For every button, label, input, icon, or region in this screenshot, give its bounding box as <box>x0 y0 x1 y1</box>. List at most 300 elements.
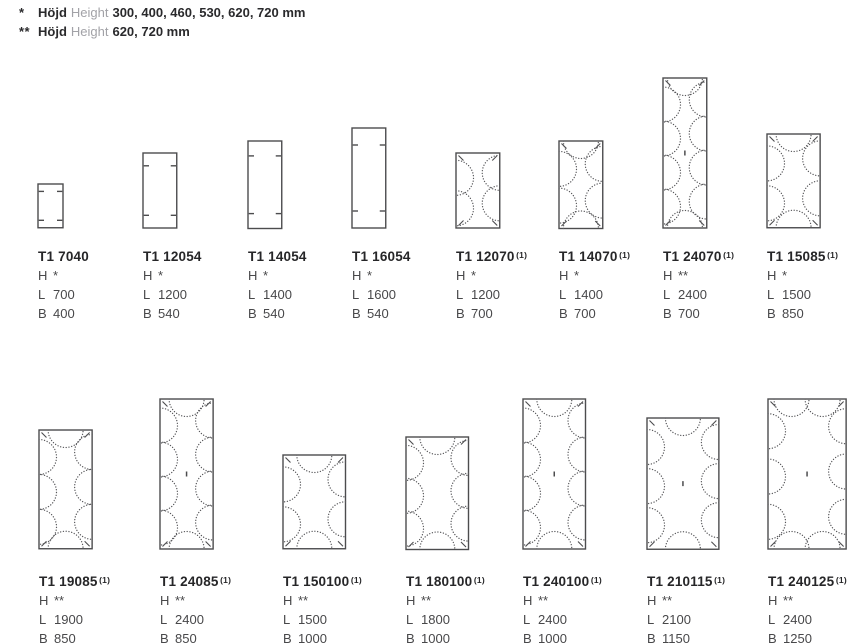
corner-tick <box>461 542 466 547</box>
corner-tick <box>711 541 716 546</box>
chair-arc <box>456 191 474 226</box>
product-diagram <box>37 428 94 551</box>
note-text <box>38 4 305 23</box>
chair-arc <box>829 499 846 534</box>
corner-tick <box>409 439 414 444</box>
dim-row-width <box>523 629 625 644</box>
dim-row-width <box>160 629 262 644</box>
chair-arc <box>406 478 424 513</box>
corner-tick <box>769 137 774 142</box>
dim-letter: H <box>647 593 657 608</box>
product-diagram <box>557 139 605 231</box>
dim-letter: B <box>39 631 48 644</box>
dim-row-length <box>143 285 245 304</box>
chair-arc <box>48 430 83 447</box>
chair-arc <box>328 502 346 537</box>
dim-letter: H <box>767 268 777 283</box>
chair-arc <box>482 186 500 221</box>
corner-tick <box>492 221 497 226</box>
product-label <box>663 247 765 323</box>
product-model <box>38 247 140 266</box>
footnote-marker: (1) <box>619 250 631 260</box>
product-model-text: T1 12070 <box>456 249 515 264</box>
product-diagram <box>766 397 848 551</box>
dim-letter: B <box>143 306 152 321</box>
dim-row-length <box>248 285 350 304</box>
chair-arc <box>196 437 213 472</box>
chair-arc <box>39 510 56 545</box>
chair-arc <box>523 408 541 443</box>
note-term-swedish: Höjd <box>38 23 67 39</box>
dim-value: 1000 <box>421 631 450 644</box>
product-label <box>647 572 749 644</box>
dim-value: 700 <box>471 306 493 321</box>
chair-arc <box>48 531 83 548</box>
dim-value: 1800 <box>421 612 450 627</box>
dim-letter: H <box>456 268 466 283</box>
dim-value: ** <box>54 593 65 608</box>
dim-value: 2400 <box>175 612 204 627</box>
chair-arc <box>75 470 92 505</box>
dim-letter: L <box>143 287 151 302</box>
product-label <box>768 572 857 644</box>
chair-arc <box>559 188 577 223</box>
chair-arc <box>451 473 469 508</box>
dim-value: 1200 <box>471 287 500 302</box>
table-outline <box>248 141 282 229</box>
table-outline <box>456 153 500 228</box>
product-diagram <box>645 416 721 551</box>
dim-letter: L <box>352 287 360 302</box>
chair-arc <box>568 403 586 438</box>
chair-arc <box>420 532 455 550</box>
chair-arc <box>768 504 785 539</box>
dim-value: 1000 <box>298 631 327 644</box>
dim-value: 1150 <box>662 631 690 644</box>
product-label <box>283 572 385 644</box>
chair-arc <box>169 531 204 548</box>
chair-arc <box>689 150 707 185</box>
chair-arc <box>451 506 468 541</box>
dim-value: ** <box>421 593 432 608</box>
product-model <box>663 247 765 266</box>
dim-value: 2400 <box>783 612 812 627</box>
footnote-marker: (1) <box>590 575 602 585</box>
dim-letter: H <box>283 593 293 608</box>
product-model <box>523 572 625 591</box>
dim-letter: H <box>248 268 258 283</box>
chair-arc <box>667 78 702 96</box>
corner-tick <box>338 542 343 547</box>
chair-arc <box>701 463 718 498</box>
dim-value: ** <box>662 593 673 608</box>
dim-letter: H <box>663 268 673 283</box>
dim-row-height <box>663 266 765 285</box>
dim-row-length <box>39 610 141 629</box>
dim-letter: B <box>559 306 568 321</box>
note-term-english: Height <box>70 23 109 39</box>
dim-row-length <box>283 610 385 629</box>
dim-value: 540 <box>158 306 180 321</box>
product-model <box>768 572 857 591</box>
corner-tick <box>813 220 818 225</box>
note-term-english: Height <box>70 5 109 20</box>
chair-arc <box>75 435 92 470</box>
dim-letter: L <box>559 287 567 302</box>
double-asterisk-symbol: ** <box>19 23 31 39</box>
chair-arc <box>537 532 572 550</box>
footnote-marker: (1) <box>220 575 232 585</box>
note-height-values: 300, 400, 460, 530, 620, 720 mm <box>112 5 306 20</box>
table-outline <box>143 153 177 228</box>
asterisk-symbol: * <box>19 5 25 20</box>
dim-row-width <box>143 304 245 323</box>
dim-letter: L <box>283 612 291 627</box>
chair-arc <box>768 414 785 449</box>
dim-row-width <box>768 629 857 644</box>
dim-value: * <box>263 268 269 283</box>
chair-arc <box>663 189 681 224</box>
dim-value: 1250 <box>783 631 812 644</box>
chair-arc <box>75 505 92 540</box>
dim-letter: B <box>767 306 776 321</box>
product-diagram <box>404 435 471 552</box>
dim-value: 1500 <box>782 287 811 302</box>
corner-tick <box>649 420 654 425</box>
chair-arc <box>701 502 718 537</box>
dim-row-width <box>559 304 661 323</box>
chair-arc <box>805 531 840 548</box>
dim-value: 2400 <box>678 287 707 302</box>
dim-row-length <box>768 610 857 629</box>
chair-arc <box>160 476 177 511</box>
dim-letter: B <box>283 631 292 644</box>
product-diagram <box>141 151 179 230</box>
dim-value: * <box>782 268 788 283</box>
product-diagram <box>350 126 388 230</box>
chair-arc <box>456 160 474 195</box>
dim-row-width <box>663 304 765 323</box>
dim-letter: L <box>767 287 775 302</box>
corner-tick <box>595 221 600 226</box>
product-model <box>352 247 454 266</box>
corner-tick <box>41 541 46 546</box>
dim-row-height <box>160 591 262 610</box>
dim-value: 850 <box>782 306 804 321</box>
dim-row-height <box>768 591 857 610</box>
footnote-marker: (1) <box>827 250 839 260</box>
corner-tick <box>85 541 90 546</box>
chair-arc <box>568 437 586 472</box>
height-notes <box>19 4 305 41</box>
corner-tick <box>286 458 291 463</box>
chair-arc <box>647 507 664 542</box>
dim-value: 2400 <box>538 612 567 627</box>
dim-row-width <box>352 304 454 323</box>
chair-arc <box>585 183 602 218</box>
dim-letter: L <box>248 287 256 302</box>
chair-arc <box>283 507 301 542</box>
chair-arc <box>568 505 586 540</box>
product-label <box>143 247 245 323</box>
dim-letter: B <box>248 306 257 321</box>
chair-arc <box>663 87 681 122</box>
chair-arc <box>701 424 718 459</box>
dim-value: 1200 <box>158 287 187 302</box>
chair-arc <box>406 445 424 480</box>
dim-row-width <box>767 304 857 323</box>
chair-arc <box>665 531 700 548</box>
table-outline <box>39 430 92 549</box>
chair-arc <box>767 146 784 181</box>
dim-value: 540 <box>263 306 285 321</box>
corner-tick <box>459 156 464 161</box>
corner-tick <box>578 542 583 547</box>
dim-letter: B <box>523 631 532 644</box>
product-model-text: T1 19085 <box>39 574 98 589</box>
dim-value: ** <box>298 593 309 608</box>
dim-row-length <box>38 285 140 304</box>
chair-arc <box>585 146 603 181</box>
table-outline <box>406 437 469 550</box>
product-model-text: T1 12054 <box>143 249 202 264</box>
chair-arc <box>196 471 213 506</box>
dim-value: 540 <box>367 306 389 321</box>
dim-letter: B <box>768 631 777 644</box>
dim-row-height <box>283 591 385 610</box>
dim-value: 700 <box>53 287 75 302</box>
dim-letter: H <box>160 593 170 608</box>
product-model-text: T1 15085 <box>767 249 826 264</box>
chair-arc <box>160 510 177 545</box>
chair-arc <box>39 440 56 475</box>
product-model-text: T1 16054 <box>352 249 411 264</box>
dim-letter: H <box>39 593 49 608</box>
corner-tick <box>699 221 704 226</box>
dim-letter: H <box>559 268 569 283</box>
product-model-text: T1 240125 <box>768 574 835 589</box>
chair-arc <box>523 476 541 511</box>
product-diagram <box>454 151 502 230</box>
dim-row-length <box>663 285 765 304</box>
product-diagram <box>36 182 65 230</box>
dim-letter: B <box>647 631 656 644</box>
dim-letter: B <box>38 306 47 321</box>
chair-arc <box>665 418 700 435</box>
product-model <box>647 572 749 591</box>
dim-letter: L <box>38 287 46 302</box>
chair-arc <box>482 155 499 190</box>
product-model-text: T1 14054 <box>248 249 307 264</box>
product-label <box>39 572 141 644</box>
dim-row-height <box>38 266 140 285</box>
chair-arc <box>523 510 541 545</box>
dim-value: * <box>574 268 580 283</box>
product-model-text: T1 24085 <box>160 574 219 589</box>
dim-row-height <box>352 266 454 285</box>
product-diagram <box>521 397 588 551</box>
dim-row-height <box>523 591 625 610</box>
product-model <box>143 247 245 266</box>
dim-row-width <box>283 629 385 644</box>
chair-arc <box>689 82 707 117</box>
chair-arc <box>774 531 809 548</box>
dim-value: ** <box>783 593 794 608</box>
dim-row-width <box>248 304 350 323</box>
note-height-values: 620, 720 mm <box>112 23 190 39</box>
dim-value: 1400 <box>263 287 292 302</box>
product-model-text: T1 180100 <box>406 574 473 589</box>
product-model <box>767 247 857 266</box>
product-label <box>160 572 262 644</box>
dim-row-length <box>767 285 857 304</box>
dim-letter: H <box>523 593 533 608</box>
height-note-double-star <box>19 23 305 42</box>
product-diagram <box>246 139 284 231</box>
chair-arc <box>768 459 785 494</box>
chair-arc <box>774 399 809 416</box>
chair-arc <box>328 462 346 497</box>
dim-letter: H <box>406 593 416 608</box>
product-model <box>39 572 141 591</box>
height-note-single-star <box>19 4 305 23</box>
dim-row-length <box>160 610 262 629</box>
dim-value: 850 <box>175 631 197 644</box>
product-model <box>559 247 661 266</box>
chair-arc <box>805 399 840 416</box>
product-diagram <box>281 453 348 551</box>
chair-arc <box>803 181 820 216</box>
chair-arc <box>776 210 811 227</box>
dim-row-length <box>352 285 454 304</box>
dim-value: 1000 <box>538 631 567 644</box>
dim-value: 850 <box>54 631 76 644</box>
dim-row-width <box>38 304 140 323</box>
footnote-marker: (1) <box>350 575 362 585</box>
dim-letter: B <box>406 631 415 644</box>
chair-arc <box>160 442 177 477</box>
product-model-text: T1 150100 <box>283 574 350 589</box>
chair-arc <box>196 403 213 438</box>
product-diagram <box>765 132 822 230</box>
dim-letter: L <box>523 612 531 627</box>
dim-row-width <box>456 304 558 323</box>
dim-letter: L <box>768 612 776 627</box>
corner-tick <box>162 402 167 407</box>
dim-value: 700 <box>678 306 700 321</box>
product-model-text: T1 14070 <box>559 249 618 264</box>
dim-value: 2100 <box>662 612 691 627</box>
product-model-text: T1 24070 <box>663 249 722 264</box>
product-label <box>523 572 625 644</box>
corner-tick <box>595 143 600 148</box>
footnote-marker: (1) <box>99 575 111 585</box>
dim-value: 1500 <box>298 612 327 627</box>
chair-arc <box>451 440 469 475</box>
footnote-marker: (1) <box>516 250 528 260</box>
product-model <box>406 572 508 591</box>
chair-arc <box>283 467 301 502</box>
dim-letter: L <box>456 287 464 302</box>
footnote-marker: (1) <box>473 575 485 585</box>
dim-row-length <box>559 285 661 304</box>
chair-arc <box>196 505 213 540</box>
dim-letter: L <box>663 287 671 302</box>
dim-letter: L <box>160 612 168 627</box>
table-outline <box>38 184 63 228</box>
chair-arc <box>537 399 572 417</box>
chair-arc <box>803 141 820 176</box>
dim-row-height <box>456 266 558 285</box>
dim-letter: B <box>456 306 465 321</box>
dim-row-length <box>406 610 508 629</box>
dim-row-height <box>39 591 141 610</box>
corner-tick <box>206 541 211 546</box>
dim-value: * <box>471 268 477 283</box>
footnote-marker: (1) <box>723 250 735 260</box>
product-model-text: T1 210115 <box>647 574 713 589</box>
product-label <box>248 247 350 323</box>
chair-arc <box>829 454 846 489</box>
corner-tick <box>526 402 531 407</box>
dim-row-length <box>523 610 625 629</box>
product-diagram <box>158 397 215 551</box>
product-label <box>559 247 661 323</box>
dim-value: 700 <box>574 306 596 321</box>
dim-row-width <box>647 629 749 644</box>
dim-letter: H <box>143 268 153 283</box>
dim-letter: L <box>39 612 47 627</box>
product-diagram <box>661 76 709 230</box>
dim-row-length <box>456 285 558 304</box>
chair-arc <box>160 408 177 443</box>
chair-arc <box>563 211 598 229</box>
dim-letter: H <box>352 268 362 283</box>
chair-arc <box>523 442 541 477</box>
dim-row-height <box>647 591 749 610</box>
dim-letter: B <box>663 306 672 321</box>
chair-arc <box>689 184 707 219</box>
chair-arc <box>689 116 707 151</box>
dim-value: ** <box>175 593 186 608</box>
corner-tick <box>649 541 654 546</box>
corner-tick <box>769 220 774 225</box>
dim-letter: L <box>647 612 655 627</box>
chair-arc <box>297 532 332 550</box>
dim-value: * <box>158 268 164 283</box>
product-model <box>283 572 385 591</box>
dim-row-height <box>559 266 661 285</box>
product-model <box>248 247 350 266</box>
dim-letter: H <box>768 593 778 608</box>
footnote-marker: (1) <box>714 575 726 585</box>
chair-arc <box>39 475 56 510</box>
product-label <box>406 572 508 644</box>
product-label <box>352 247 454 323</box>
product-label <box>38 247 140 323</box>
dim-letter: L <box>406 612 414 627</box>
chair-arc <box>406 511 424 546</box>
dim-letter: B <box>160 631 169 644</box>
dim-row-height <box>143 266 245 285</box>
chair-arc <box>563 141 598 159</box>
dim-value: * <box>53 268 59 283</box>
dim-row-height <box>248 266 350 285</box>
note-text <box>38 23 190 42</box>
product-model <box>456 247 558 266</box>
dim-value: 1600 <box>367 287 396 302</box>
dim-value: 1900 <box>54 612 83 627</box>
